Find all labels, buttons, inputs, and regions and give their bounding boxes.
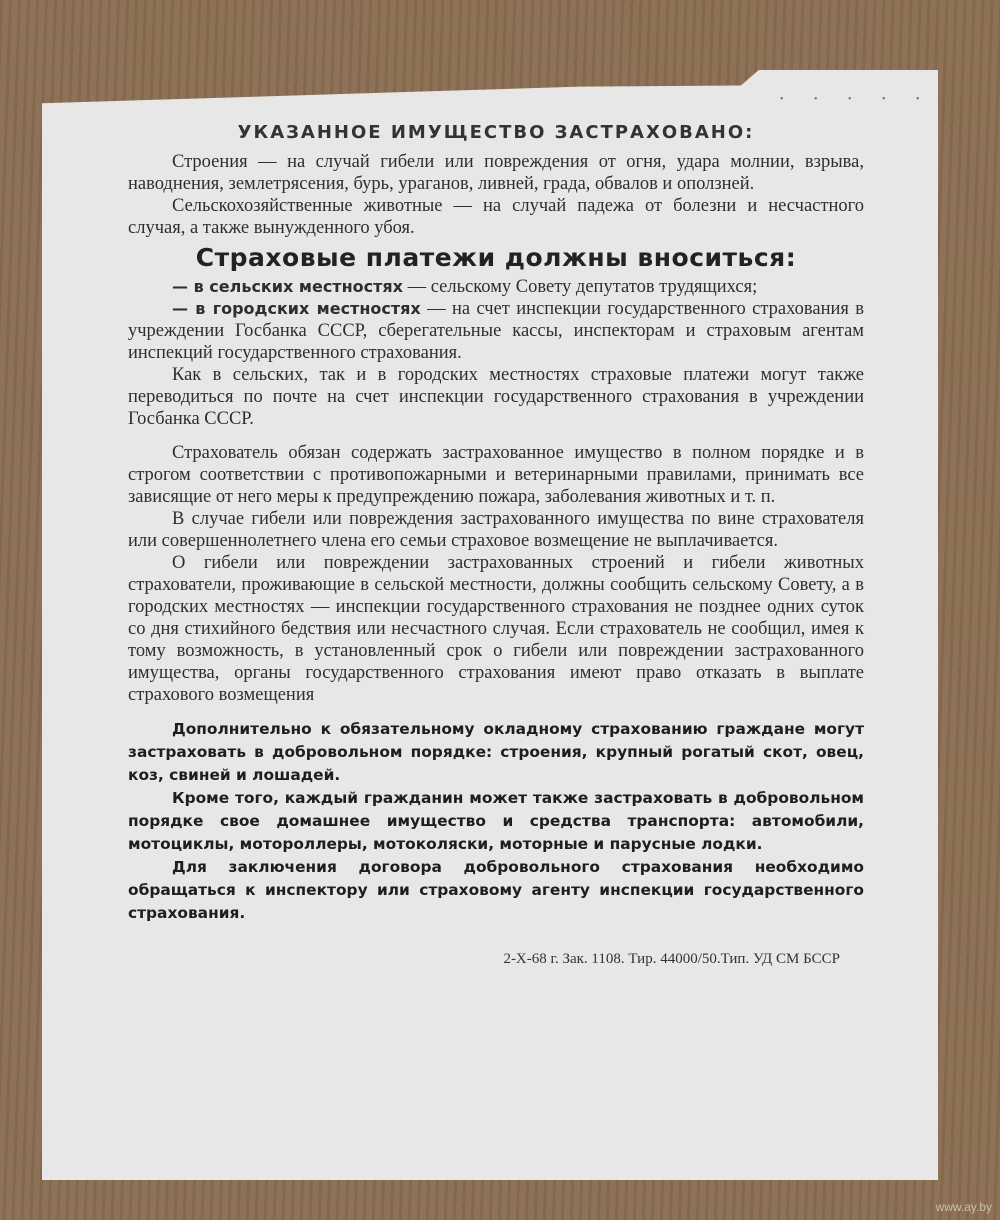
- paragraph-contract: Для заключения договора добровольного страхования необходимо обращаться к инспектору или страховому агенту инспекции государственного страхования.: [128, 858, 864, 922]
- paragraph-rural: [128, 276, 864, 298]
- rural-label: — в сельских местностях: [172, 277, 403, 296]
- heading-payments: Страховые платежи должны вноситься:: [195, 243, 797, 272]
- urban-label: — в городских местностях: [172, 299, 421, 318]
- paragraph-voluntary: Дополнительно к обязательному окладному страхованию граждане могут застраховать в добровольном порядке: строения, крупный рогатый скот, овец, коз, свиней и лошадей.: [128, 720, 864, 784]
- paragraph-animals: Сельскохозяйственные животные — на случай падежа от болезни и несчастного случая, а также вынужденного убоя.: [128, 196, 864, 238]
- heading-insured-property: УКАЗАННОЕ ИМУЩЕСТВО ЗАСТРАХОВАНО:: [237, 122, 755, 143]
- print-imprint: 2-Х-68 г. Зак. 1108. Тир. 44000/50.Тип. УД СМ БССР: [503, 951, 840, 967]
- paragraph-fault: В случае гибели или повреждения застрахованного имущества по вине страхователя или совершеннолетнего члена его семьи страховое возмещение не выплачивается.: [128, 509, 864, 551]
- site-watermark: www.ay.by: [935, 1200, 992, 1214]
- paragraph-notify: О гибели или повреждении застрахованных строений и гибели животных страхователи, проживающие в сельской местности, должны сообщить сельскому Совету, а в городских местностях — инспекции государственного страхования не позднее одних суток со дня стихийного бедствия или несчастного случая. Если страхователь не сообщил, имея к тому возможность, в установленный срок о гибели или повреждении застрахованного имущества, органы государственного страхования имеют право отказать в выплате страхового возмещения: [128, 553, 864, 705]
- perforation-marks: • • • • • •: [780, 94, 968, 105]
- urban-text: — на счет инспекции государственного страхования в учреждении Госбанка СССР, сберегательные кассы, инспекторам и страховым агентам инспекций государственного страхования.: [128, 299, 864, 363]
- rural-text: — сельскому Совету депутатов трудящихся;: [402, 277, 758, 297]
- paragraph-home-property: Кроме того, каждый гражданин может также застраховать в добровольном порядке свое домашнее имущество и средства транспорта: автомобили, мотоциклы, мотороллеры, мотоколяски, моторные и парусные лодки.: [128, 789, 864, 853]
- paragraph-post: Как в сельских, так и в городских местностях страховые платежи могут также переводиться по почте на счет инспекции государственного страхования в учреждении Госбанка СССР.: [128, 365, 864, 429]
- paragraph-obligation: Страхователь обязан содержать застрахованное имущество в полном порядке и в строгом соответствии с противопожарными и ветеринарными правилами, принимать все зависящие от него меры к предупреждению пожара, заболевания животных и т. п.: [128, 443, 864, 507]
- document-content: [128, 122, 864, 968]
- paragraph-urban: [128, 298, 864, 364]
- paragraph-buildings: Строения — на случай гибели или повреждения от огня, удара молнии, взрыва, наводнения, землетрясения, бурь, ураганов, ливней, града, обвалов и оползней.: [128, 152, 864, 194]
